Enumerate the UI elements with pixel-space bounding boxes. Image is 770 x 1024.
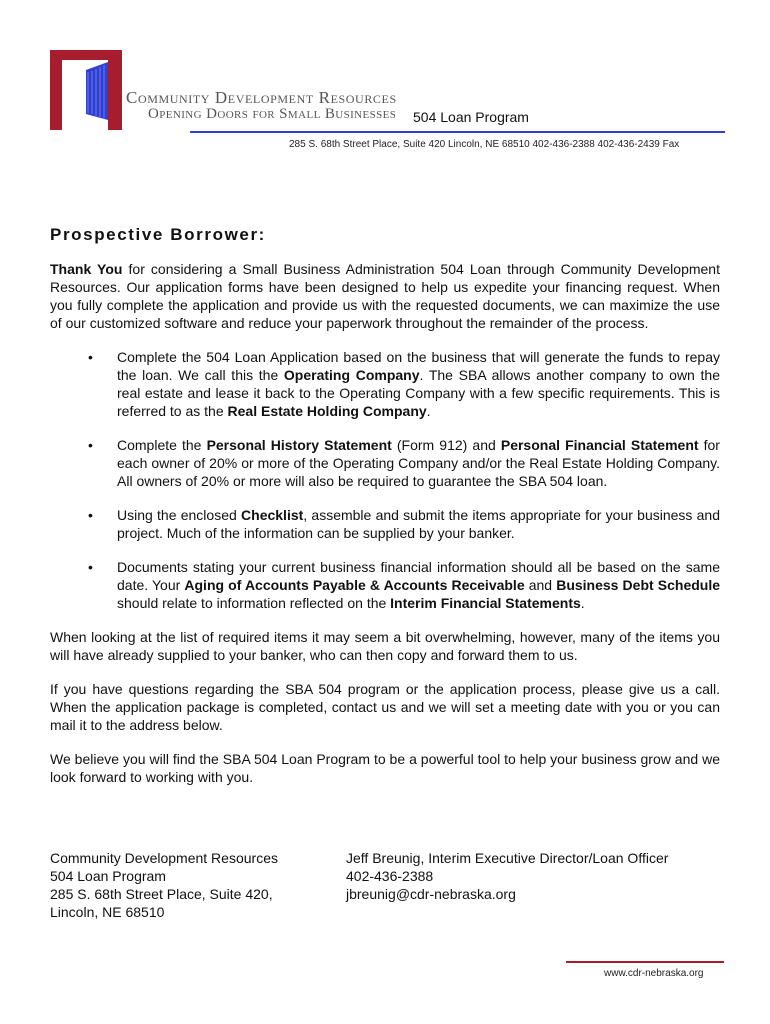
- list-item-strong: Business Debt Schedule: [556, 577, 721, 593]
- footer-url: www.cdr-nebraska.org: [604, 968, 704, 979]
- list-item-text: for each owner of 20% or more of the Operating Company and/or the Real Estate Holding Company. All owners of 20% or more will also be required to guarantee the SBA 504 loan.: [117, 437, 720, 489]
- list-item-text: .: [580, 595, 585, 611]
- paragraph-questions: If you have questions regarding the SBA 504 program or the application process, please give us a call. When the application package is completed, contact us and we will set a meeting date with you or you can mail it to the address below.: [50, 681, 720, 733]
- contact-email: jbreunig@cdr-nebraska.org: [346, 886, 516, 902]
- page-heading: Prospective Borrower:: [50, 225, 266, 244]
- org-tagline: Opening Doors for Small Businesses: [148, 106, 397, 122]
- intro-lead: Thank You: [50, 261, 123, 277]
- list-item-text: , assemble and submit the items appropriate for your business and project. Much of the information can be supplied by your banker.: [117, 507, 721, 541]
- address-line: Community Development Resources: [50, 850, 278, 866]
- list-item-text: Complete the: [117, 437, 207, 453]
- paragraph-closing: We believe you will find the SBA 504 Loan Program to be a powerful tool to help your business grow and we look forward to working with you.: [50, 751, 720, 785]
- contact-name-title: Jeff Breunig, Interim Executive Director/Loan Officer: [346, 850, 669, 866]
- list-item-strong: Checklist: [241, 507, 304, 523]
- bullet-icon: •: [88, 437, 93, 453]
- address-line: 285 S. 68th Street Place, Suite 420,: [50, 886, 273, 902]
- contact-person: [346, 849, 668, 903]
- list-item: [50, 348, 720, 420]
- list-item-strong: Personal Financial Statement: [500, 437, 699, 453]
- list-item-strong: Real Estate Holding Company: [227, 403, 427, 419]
- list-item-text: .: [426, 403, 431, 419]
- contact-phone: 402-436-2388: [346, 868, 434, 884]
- requirements-list: [50, 348, 720, 612]
- list-item-strong: Aging of Accounts Payable & Accounts Receivable: [184, 577, 525, 593]
- mailing-address: [50, 849, 278, 921]
- org-name: Community Development Resources: [126, 88, 397, 107]
- list-item-text: Complete the 504 Loan Application based on the business that will generate the funds to repay the loan. We call this the: [117, 349, 720, 383]
- logo-open-door-icon: [50, 50, 126, 130]
- address-line: 504 Loan Program: [50, 868, 166, 884]
- letter-body: [50, 260, 720, 802]
- address-line: Lincoln, NE 68510: [50, 904, 165, 920]
- list-item-strong: Interim Financial Statements: [390, 595, 581, 611]
- list-item-text: (Form 912) and: [391, 437, 501, 453]
- list-item: [50, 506, 720, 542]
- list-item-text: should relate to information reflected on the: [117, 595, 391, 611]
- intro-text: for considering a Small Business Administration 504 Loan through Community Development Resources. Our application forms have been designed to help us expedite your financing request. When you fully complete the application and provide us with the requested documents, we can maximize the use of our customized software and reduce your paperwork throughout the remainder of the process.: [50, 261, 720, 331]
- list-item-text: . The SBA allows another company to own the real estate and lease it back to the Operating Company with a few specific requirements. This is referred to as the: [117, 367, 720, 419]
- list-item-text: Documents stating your current business financial information should all be based on the same date. Your: [117, 559, 720, 593]
- bullet-icon: •: [88, 349, 93, 365]
- list-item-text: Using the enclosed: [117, 507, 242, 523]
- program-title: 504 Loan Program: [413, 109, 529, 125]
- list-item: [50, 436, 720, 490]
- list-item-strong: Operating Company: [283, 367, 420, 383]
- header-rule: [190, 131, 725, 133]
- list-item-strong: Personal History Statement: [206, 437, 392, 453]
- list-item: [50, 558, 720, 612]
- paragraph-overview: When looking at the list of required items it may seem a bit overwhelming, however, many of the items you will have already supplied to your banker, who can then copy and forward them to us.: [50, 629, 720, 663]
- list-item-text: and: [524, 577, 557, 593]
- intro-paragraph: [50, 260, 720, 332]
- bullet-icon: •: [88, 559, 93, 575]
- header-address: 285 S. 68th Street Place, Suite 420 Lincoln, NE 68510 402-436-2388 402-436-2439 Fax: [289, 139, 680, 150]
- bullet-icon: •: [88, 507, 93, 523]
- footer-rule: [566, 961, 724, 963]
